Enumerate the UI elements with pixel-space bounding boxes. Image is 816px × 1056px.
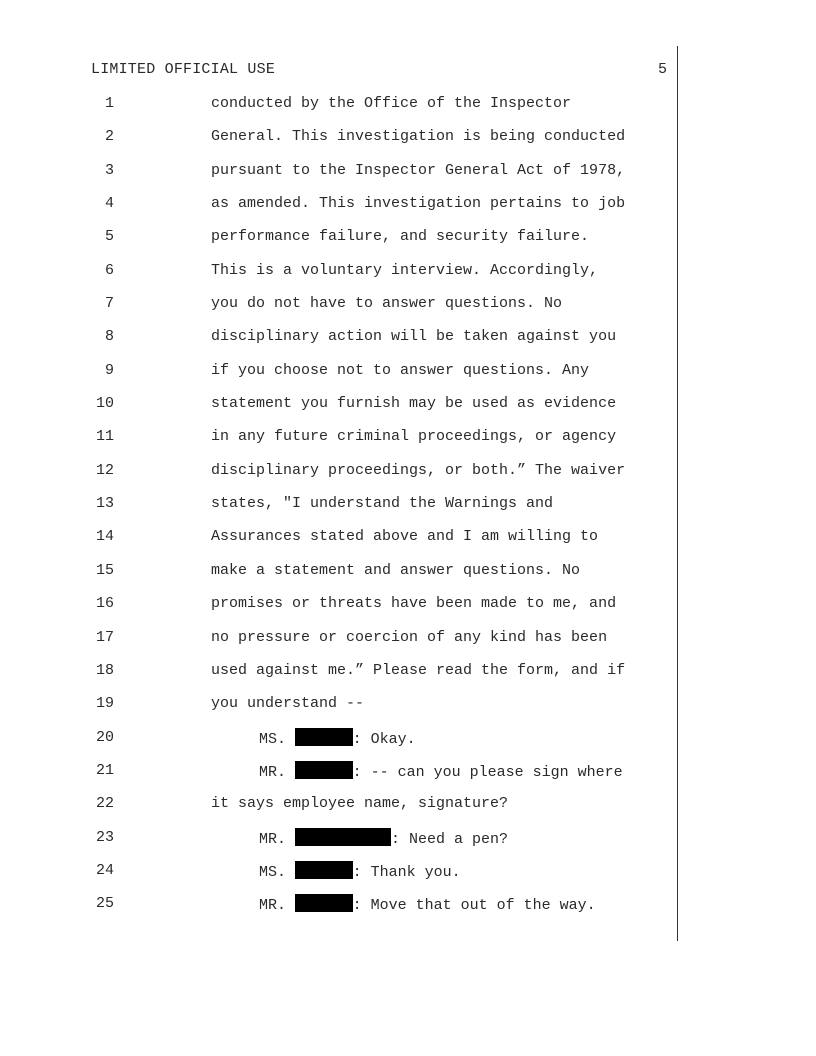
line-text: disciplinary action will be taken against you bbox=[211, 328, 617, 346]
transcript-line bbox=[0, 861, 816, 894]
line-number: 7 bbox=[104, 295, 114, 313]
speaker-line bbox=[259, 828, 508, 850]
transcript-line bbox=[0, 628, 816, 661]
speech-text: : Thank you. bbox=[352, 863, 461, 881]
line-number: 6 bbox=[104, 261, 114, 279]
line-text: it says employee name, signature? bbox=[211, 795, 509, 813]
line-number: 18 bbox=[95, 661, 114, 679]
line-text: disciplinary proceedings, or both.” The waiver bbox=[211, 461, 626, 479]
line-text: General. This investigation is being conducted bbox=[211, 128, 626, 146]
line-text: you understand -- bbox=[211, 695, 365, 713]
line-text: no pressure or coercion of any kind has been bbox=[211, 628, 608, 646]
redaction-box bbox=[295, 728, 353, 746]
speech-text: : Move that out of the way. bbox=[352, 897, 596, 915]
line-text: conducted by the Office of the Inspector bbox=[211, 95, 572, 112]
transcript-line bbox=[0, 127, 816, 160]
redaction-box bbox=[295, 894, 353, 912]
line-text: promises or threats have been made to me, and bbox=[211, 595, 617, 613]
transcript-line bbox=[0, 261, 816, 294]
speech-text: : Okay. bbox=[352, 730, 416, 748]
speaker-title: MS. bbox=[259, 730, 287, 748]
speaker-title: MR. bbox=[259, 763, 287, 781]
line-number: 2 bbox=[104, 128, 114, 146]
line-number: 4 bbox=[104, 195, 114, 213]
line-text: states, "I understand the Warnings and bbox=[211, 495, 554, 513]
redaction-box bbox=[295, 761, 353, 779]
speaker-title: MR. bbox=[259, 897, 287, 915]
line-number: 21 bbox=[95, 761, 114, 779]
transcript-line bbox=[0, 294, 816, 327]
speaker-title: MR. bbox=[259, 830, 287, 848]
transcript-line bbox=[0, 828, 816, 861]
line-number: 8 bbox=[104, 328, 114, 346]
line-number: 10 bbox=[95, 395, 114, 413]
line-number: 11 bbox=[95, 428, 114, 446]
line-text: make a statement and answer questions. No bbox=[211, 561, 581, 579]
line-number: 9 bbox=[104, 361, 114, 379]
transcript-line bbox=[0, 327, 816, 360]
transcript-line bbox=[0, 894, 816, 927]
transcript-line bbox=[0, 361, 816, 394]
line-number: 22 bbox=[95, 795, 114, 813]
page-number: 5 bbox=[657, 61, 667, 78]
transcript-line bbox=[0, 161, 816, 194]
line-number: 25 bbox=[95, 895, 114, 913]
transcript-line bbox=[0, 494, 816, 527]
speech-text: : Need a pen? bbox=[391, 830, 509, 848]
line-text: in any future criminal proceedings, or agency bbox=[211, 428, 617, 446]
transcript-line bbox=[0, 227, 816, 260]
line-text: Assurances stated above and I am willing to bbox=[211, 528, 599, 546]
transcript-line bbox=[0, 394, 816, 427]
transcript-line bbox=[0, 461, 816, 494]
line-number: 14 bbox=[95, 528, 114, 546]
line-number: 5 bbox=[104, 228, 114, 246]
transcript-line bbox=[0, 661, 816, 694]
line-number: 3 bbox=[104, 161, 114, 179]
line-text: as amended. This investigation pertains to job bbox=[211, 195, 626, 213]
transcript-body bbox=[0, 94, 816, 928]
line-number: 13 bbox=[95, 495, 114, 513]
line-number: 20 bbox=[95, 728, 114, 746]
line-text: if you choose not to answer questions. Any bbox=[211, 361, 590, 379]
transcript-line bbox=[0, 594, 816, 627]
transcript-line bbox=[0, 527, 816, 560]
transcript-line bbox=[0, 194, 816, 227]
line-text: pursuant to the Inspector General Act of 1978, bbox=[211, 161, 626, 179]
line-number: 12 bbox=[95, 461, 114, 479]
redaction-box bbox=[295, 828, 391, 846]
line-number: 23 bbox=[95, 828, 114, 846]
speech-text: : -- can you please sign where bbox=[352, 763, 623, 781]
line-number: 1 bbox=[104, 95, 114, 112]
redaction-box bbox=[295, 861, 353, 879]
transcript-line bbox=[0, 761, 816, 794]
transcript-line bbox=[0, 427, 816, 460]
line-text: performance failure, and security failure. bbox=[211, 228, 590, 246]
line-number: 17 bbox=[95, 628, 114, 646]
line-number: 15 bbox=[95, 561, 114, 579]
transcript-line bbox=[0, 728, 816, 761]
transcript-line bbox=[0, 694, 816, 727]
line-text: used against me.” Please read the form, and if bbox=[211, 661, 626, 679]
speaker-title: MS. bbox=[259, 863, 287, 881]
speaker-line bbox=[259, 894, 596, 916]
transcript-line bbox=[0, 794, 816, 827]
classification-header: LIMITED OFFICIAL USE bbox=[91, 61, 276, 78]
line-text: This is a voluntary interview. Accordingly, bbox=[211, 261, 599, 279]
speaker-line bbox=[259, 761, 623, 783]
line-number: 24 bbox=[95, 861, 114, 879]
line-number: 19 bbox=[95, 695, 114, 713]
transcript-line bbox=[0, 561, 816, 594]
transcript-line bbox=[0, 94, 816, 127]
line-number: 16 bbox=[95, 595, 114, 613]
speaker-line bbox=[259, 728, 416, 750]
line-text: statement you furnish may be used as evidence bbox=[211, 395, 617, 413]
speaker-line bbox=[259, 861, 461, 883]
line-text: you do not have to answer questions. No bbox=[211, 295, 563, 313]
